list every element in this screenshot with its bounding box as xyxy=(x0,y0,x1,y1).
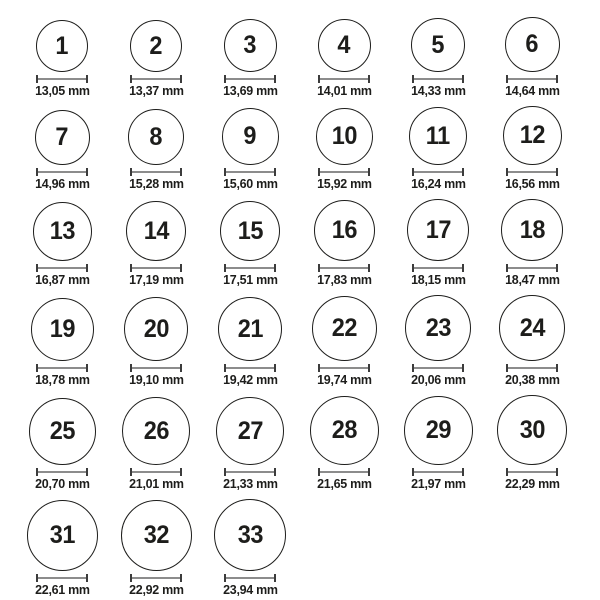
dimension-bar xyxy=(414,471,462,473)
diameter-label: 15,60 mm xyxy=(222,176,278,191)
ring-circle xyxy=(35,110,90,165)
ring-size-number: 25 xyxy=(49,417,75,445)
ring-size-number: 5 xyxy=(431,30,445,59)
dimension-bar xyxy=(320,267,368,269)
dimension-bar xyxy=(508,367,556,369)
dimension-bar xyxy=(508,78,556,80)
diameter-label: 20,70 mm xyxy=(34,476,90,491)
ring-size-number: 9 xyxy=(243,122,257,150)
ring-size-cell xyxy=(109,500,203,596)
diameter-dimension-line xyxy=(36,574,88,582)
diameter-dimension-line xyxy=(224,468,276,476)
ring-size-number: 6 xyxy=(525,30,539,58)
ring-size-number: 18 xyxy=(519,215,545,244)
dimension-bar xyxy=(132,267,180,269)
ring-size-cell xyxy=(391,18,485,97)
dimension-bar xyxy=(38,577,86,579)
diameter-dimension-line xyxy=(318,75,370,83)
ring-size-number: 10 xyxy=(331,122,357,150)
ring-size-row xyxy=(15,295,600,386)
ring-size-cell xyxy=(15,298,109,386)
ring-circle xyxy=(126,201,186,261)
ring-size-row xyxy=(15,499,600,596)
diameter-dimension-line xyxy=(318,364,370,372)
dimension-bar xyxy=(320,471,368,473)
dimension-bar xyxy=(226,267,274,269)
ring-size-cell xyxy=(485,295,579,386)
diameter-label: 13,69 mm xyxy=(222,83,278,98)
diameter-dimension-line xyxy=(130,168,182,176)
ring-size-number: 15 xyxy=(237,216,263,245)
dimension-bar xyxy=(38,367,86,369)
ring-circle xyxy=(505,17,560,72)
ring-circle xyxy=(128,109,184,165)
ring-size-number: 7 xyxy=(55,123,69,151)
ring-circle xyxy=(214,499,286,571)
ring-size-cell xyxy=(203,201,297,286)
diameter-label: 14,96 mm xyxy=(34,176,90,191)
ring-size-number: 17 xyxy=(425,215,451,244)
ring-circle xyxy=(501,199,563,261)
diameter-dimension-line xyxy=(36,264,88,272)
ring-size-number: 29 xyxy=(425,416,451,444)
dimension-bar xyxy=(508,471,556,473)
dimension-bar xyxy=(38,267,86,269)
dimension-bar xyxy=(320,171,368,173)
diameter-dimension-line xyxy=(224,264,276,272)
ring-circle xyxy=(407,199,469,261)
ring-size-cell xyxy=(15,202,109,286)
ring-size-cell xyxy=(109,297,203,386)
ring-size-number: 14 xyxy=(143,216,169,245)
ring-size-number: 32 xyxy=(143,521,169,549)
ring-size-number: 12 xyxy=(519,121,545,149)
ring-circle xyxy=(27,500,98,571)
diameter-dimension-line xyxy=(412,364,464,372)
diameter-dimension-line xyxy=(506,468,558,476)
ring-size-cell xyxy=(15,398,109,490)
diameter-label: 21,33 mm xyxy=(222,476,278,491)
diameter-dimension-line xyxy=(318,264,370,272)
ring-size-number: 3 xyxy=(243,31,257,59)
diameter-label: 15,28 mm xyxy=(128,176,184,191)
ring-size-number: 2 xyxy=(149,31,163,60)
ring-circle xyxy=(314,200,375,261)
diameter-label: 18,15 mm xyxy=(410,272,466,287)
ring-circle xyxy=(316,108,373,165)
diameter-dimension-line xyxy=(36,75,88,83)
ring-size-number: 22 xyxy=(331,314,357,342)
ring-size-number: 26 xyxy=(143,416,169,445)
ring-size-number: 21 xyxy=(237,314,263,343)
diameter-dimension-line xyxy=(224,75,276,83)
ring-circle xyxy=(29,398,96,465)
ring-size-number: 16 xyxy=(331,216,357,244)
diameter-dimension-line xyxy=(36,168,88,176)
diameter-dimension-line xyxy=(130,264,182,272)
diameter-label: 14,33 mm xyxy=(410,83,466,98)
diameter-dimension-line xyxy=(412,168,464,176)
ring-size-cell xyxy=(15,110,109,190)
ring-size-cell xyxy=(203,297,297,386)
ring-size-cell xyxy=(391,396,485,490)
ring-size-row xyxy=(15,106,600,190)
diameter-label: 15,92 mm xyxy=(316,176,372,191)
ring-size-cell xyxy=(109,109,203,190)
ring-size-cell xyxy=(203,108,297,190)
diameter-dimension-line xyxy=(412,264,464,272)
diameter-dimension-line xyxy=(318,468,370,476)
dimension-bar xyxy=(508,267,556,269)
diameter-dimension-line xyxy=(412,75,464,83)
ring-size-cell xyxy=(391,295,485,386)
ring-size-cell xyxy=(485,17,579,97)
ring-size-cell xyxy=(391,107,485,190)
diameter-label: 16,56 mm xyxy=(504,176,560,191)
ring-size-cell xyxy=(485,395,579,490)
dimension-bar xyxy=(320,367,368,369)
diameter-label: 17,51 mm xyxy=(222,272,278,287)
ring-circle xyxy=(36,20,88,72)
ring-size-row xyxy=(15,17,600,97)
dimension-bar xyxy=(38,78,86,80)
ring-size-cell xyxy=(109,201,203,286)
dimension-bar xyxy=(414,267,462,269)
diameter-dimension-line xyxy=(36,364,88,372)
ring-size-cell xyxy=(15,20,109,97)
diameter-label: 19,42 mm xyxy=(222,372,278,387)
ring-size-number: 23 xyxy=(425,313,451,342)
diameter-label: 21,01 mm xyxy=(128,476,184,491)
ring-size-number: 31 xyxy=(49,521,75,549)
ring-size-cell xyxy=(203,19,297,97)
ring-circle xyxy=(499,295,565,361)
diameter-dimension-line xyxy=(506,75,558,83)
dimension-bar xyxy=(38,471,86,473)
ring-circle xyxy=(122,397,190,465)
ring-size-cell xyxy=(109,397,203,490)
dimension-bar xyxy=(414,367,462,369)
diameter-dimension-line xyxy=(506,364,558,372)
ring-size-cell xyxy=(297,19,391,97)
diameter-dimension-line xyxy=(130,75,182,83)
ring-circle xyxy=(312,296,377,361)
ring-size-cell xyxy=(297,108,391,190)
ring-circle xyxy=(404,396,473,465)
diameter-label: 19,10 mm xyxy=(128,372,184,387)
dimension-bar xyxy=(414,78,462,80)
ring-size-number: 27 xyxy=(237,416,263,445)
ring-circle xyxy=(318,19,371,72)
ring-size-cell xyxy=(297,296,391,386)
ring-size-row xyxy=(15,199,600,286)
diameter-dimension-line xyxy=(318,168,370,176)
dimension-bar xyxy=(226,171,274,173)
ring-size-number: 20 xyxy=(143,314,169,343)
ring-circle xyxy=(218,297,282,361)
dimension-bar xyxy=(226,471,274,473)
diameter-label: 20,06 mm xyxy=(410,372,466,387)
ring-size-number: 1 xyxy=(55,31,69,60)
ring-size-number: 33 xyxy=(237,520,263,549)
ring-circle xyxy=(220,201,280,261)
ring-circle xyxy=(33,202,92,261)
ring-circle xyxy=(216,397,284,465)
diameter-label: 17,19 mm xyxy=(128,272,184,287)
ring-size-number: 8 xyxy=(149,122,163,151)
diameter-dimension-line xyxy=(412,468,464,476)
diameter-label: 22,29 mm xyxy=(504,476,560,491)
ring-size-number: 11 xyxy=(426,121,450,150)
diameter-label: 13,37 mm xyxy=(128,83,184,98)
dimension-bar xyxy=(132,577,180,579)
ring-circle xyxy=(124,297,188,361)
diameter-dimension-line xyxy=(224,574,276,582)
ring-circle xyxy=(497,395,567,465)
ring-size-row xyxy=(15,395,600,490)
ring-size-number: 24 xyxy=(519,313,545,342)
diameter-dimension-line xyxy=(224,168,276,176)
ring-size-cell xyxy=(485,199,579,286)
dimension-bar xyxy=(132,171,180,173)
diameter-label: 23,94 mm xyxy=(222,582,278,597)
diameter-label: 13,05 mm xyxy=(34,83,90,98)
dimension-bar xyxy=(226,367,274,369)
ring-size-number: 13 xyxy=(49,217,75,245)
diameter-label: 21,65 mm xyxy=(316,476,372,491)
diameter-label: 22,92 mm xyxy=(128,582,184,597)
ring-circle xyxy=(405,295,471,361)
diameter-label: 17,83 mm xyxy=(316,272,372,287)
dimension-bar xyxy=(132,78,180,80)
diameter-label: 22,61 mm xyxy=(34,582,90,597)
dimension-bar xyxy=(226,577,274,579)
ring-circle xyxy=(121,500,192,571)
diameter-label: 18,78 mm xyxy=(34,372,90,387)
ring-circle xyxy=(222,108,279,165)
dimension-bar xyxy=(508,171,556,173)
ring-size-cell xyxy=(15,500,109,596)
ring-size-cell xyxy=(297,200,391,286)
diameter-label: 21,97 mm xyxy=(410,476,466,491)
ring-circle xyxy=(130,20,182,72)
diameter-dimension-line xyxy=(506,168,558,176)
ring-size-number: 28 xyxy=(331,416,357,444)
diameter-label: 19,74 mm xyxy=(316,372,372,387)
dimension-bar xyxy=(132,367,180,369)
ring-size-grid xyxy=(15,17,600,596)
diameter-dimension-line xyxy=(130,574,182,582)
diameter-dimension-line xyxy=(130,364,182,372)
ring-size-cell xyxy=(203,499,297,596)
ring-size-cell xyxy=(391,199,485,286)
diameter-label: 14,01 mm xyxy=(316,83,372,98)
diameter-label: 14,64 mm xyxy=(504,83,560,98)
dimension-bar xyxy=(414,171,462,173)
ring-size-cell xyxy=(203,397,297,490)
diameter-dimension-line xyxy=(506,264,558,272)
ring-size-number: 30 xyxy=(519,415,545,444)
diameter-dimension-line xyxy=(130,468,182,476)
dimension-bar xyxy=(132,471,180,473)
ring-circle xyxy=(31,298,94,361)
ring-size-number: 4 xyxy=(337,31,351,59)
ring-size-cell xyxy=(109,20,203,97)
ring-circle xyxy=(224,19,277,72)
diameter-label: 16,24 mm xyxy=(410,176,466,191)
ring-circle xyxy=(411,18,465,72)
ring-circle xyxy=(409,107,467,165)
dimension-bar xyxy=(38,171,86,173)
ring-circle xyxy=(310,396,379,465)
ring-circle xyxy=(503,106,562,165)
ring-size-number: 19 xyxy=(49,315,75,343)
diameter-label: 18,47 mm xyxy=(504,272,560,287)
diameter-dimension-line xyxy=(224,364,276,372)
ring-size-cell xyxy=(297,396,391,490)
dimension-bar xyxy=(226,78,274,80)
diameter-dimension-line xyxy=(36,468,88,476)
ring-size-cell xyxy=(485,106,579,190)
diameter-label: 16,87 mm xyxy=(34,272,90,287)
diameter-label: 20,38 mm xyxy=(504,372,560,387)
dimension-bar xyxy=(320,78,368,80)
